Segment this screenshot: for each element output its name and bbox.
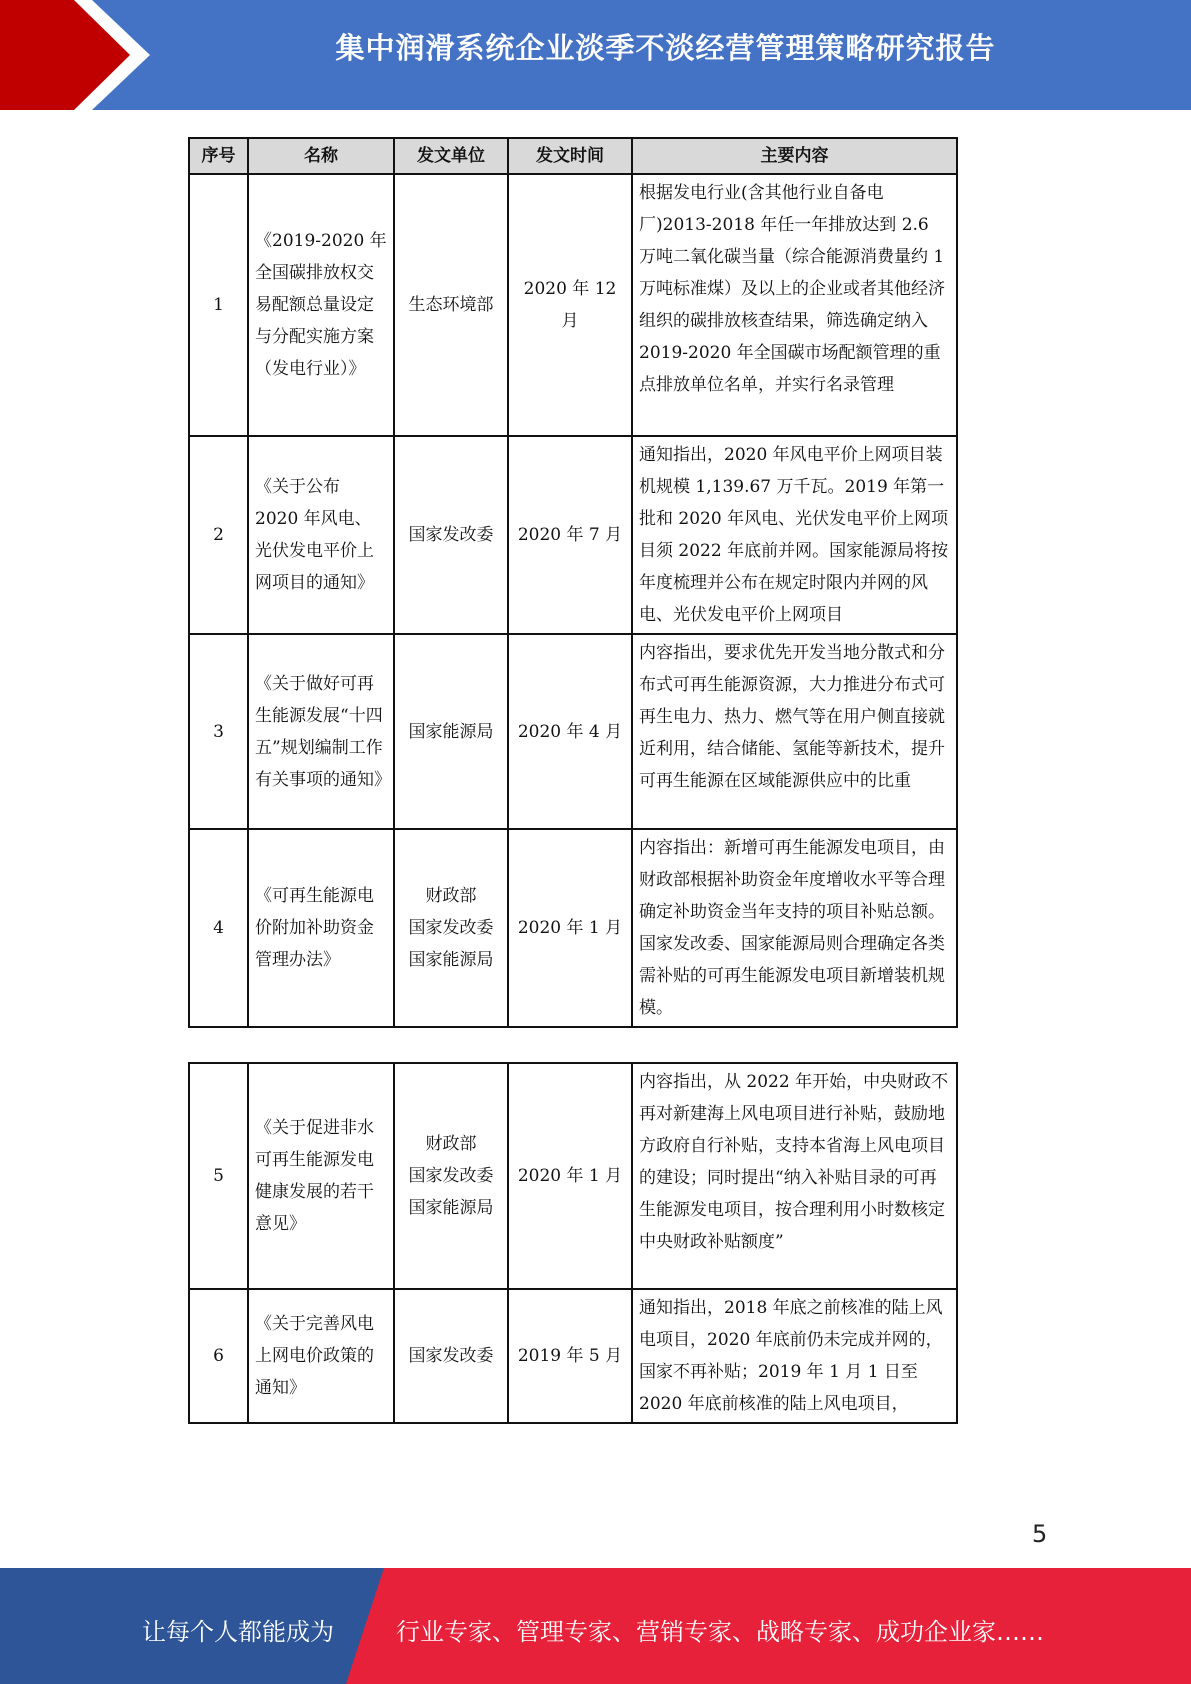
table-header-row (189, 138, 957, 174)
row-date: 2020 年 12 月 (508, 174, 632, 436)
unit-line: 国家发改委 (408, 525, 494, 545)
row-no: 5 (189, 1063, 248, 1289)
row-content: 内容指出，要求优先开发当地分散式和分布式可再生能源资源，大力推进分布式可再生电力、热力、燃气等在用户侧直接就近利用，结合储能、氢能等新技术，提升可再生能源在区域能源供应中的比重 (632, 634, 957, 829)
table-row (189, 634, 957, 829)
header-no: 序号 (189, 138, 248, 174)
unit-line: 国家能源局 (408, 1198, 494, 1218)
unit-line: 国家发改委 (408, 1166, 494, 1186)
row-name: 《关于完善风电上网电价政策的通知》 (248, 1289, 394, 1423)
row-unit (394, 634, 508, 829)
footer-slogan-right: 行业专家、管理专家、营销专家、战略专家、成功企业家…… (396, 1618, 1044, 1646)
header-content: 主要内容 (632, 138, 957, 174)
row-unit (394, 829, 508, 1027)
policy-table-part-1 (188, 137, 958, 1028)
footer-banner (0, 1568, 1191, 1684)
row-name: 《2019-2020 年全国碳排放权交易配额总量设定与分配实施方案（发电行业）》 (248, 174, 394, 436)
header-date: 发文时间 (508, 138, 632, 174)
row-name: 《可再生能源电价附加补助资金管理办法》 (248, 829, 394, 1027)
header-banner (0, 0, 1191, 110)
row-content: 通知指出，2020 年风电平价上网项目装机规模 1,139.67 万千瓦。2019 年第一批和 2020 年风电、光伏发电平价上网项目须 2022 年底前并网。国家能源局将按年度梳理并公布在规定时限内并网的风电、光伏发电平价上网项目 (632, 436, 957, 634)
row-no: 1 (189, 174, 248, 436)
unit-line: 国家发改委 (408, 1346, 494, 1366)
report-title: 集中润滑系统企业淡季不淡经营管理策略研究报告 (335, 31, 996, 65)
row-date: 2020 年 4 月 (508, 634, 632, 829)
unit-line: 国家能源局 (408, 721, 494, 742)
row-no: 3 (189, 634, 248, 829)
header-unit: 发文单位 (394, 138, 508, 174)
row-no: 6 (189, 1289, 248, 1423)
row-content: 内容指出：新增可再生能源发电项目，由财政部根据补助资金年度增收水平等合理确定补助资金当年支持的项目补贴总额。国家发改委、国家能源局则合理确定各类需补贴的可再生能源发电项目新增装机规模。 (632, 829, 957, 1027)
footer-slogan-left: 让每个人都能成为 (142, 1618, 334, 1646)
row-date: 2020 年 1 月 (508, 829, 632, 1027)
row-content: 内容指出，从 2022 年开始，中央财政不再对新建海上风电项目进行补贴，鼓励地方政府自行补贴，支持本省海上风电项目的建设；同时提出“纳入补贴目录的可再生能源发电项目，按合理利用小时数核定中央财政补贴额度” (632, 1063, 957, 1289)
row-unit (394, 174, 508, 436)
row-date: 2019 年 5 月 (508, 1289, 632, 1423)
table-row (189, 1289, 957, 1423)
unit-line: 国家发改委 (408, 918, 494, 938)
unit-line: 国家能源局 (408, 950, 494, 970)
unit-line: 财政部 (425, 886, 477, 906)
header-name: 名称 (248, 138, 394, 174)
table-row (189, 829, 957, 1027)
table-row (189, 436, 957, 634)
row-content: 根据发电行业(含其他行业自备电厂)2013-2018 年任一年排放达到 2.6 万吨二氧化碳当量（综合能源消费量约 1 万吨标准煤）及以上的企业或者其他经济组织的碳排放核查结果，筛选确定纳入 2019-2020 年全国碳市场配额管理的重点排放单位名单，并实行名录管理 (632, 174, 957, 436)
table-row (189, 1063, 957, 1289)
header-chevron-decoration (0, 0, 160, 110)
row-no: 2 (189, 436, 248, 634)
row-unit (394, 436, 508, 634)
row-name: 《关于公布 2020 年风电、光伏发电平价上网项目的通知》 (248, 436, 394, 634)
row-content: 通知指出，2018 年底之前核准的陆上风电项目，2020 年底前仍未完成并网的，国家不再补贴；2019 年 1 月 1 日至 2020 年底前核准的陆上风电项目， (632, 1289, 957, 1423)
row-date: 2020 年 7 月 (508, 436, 632, 634)
row-name: 《关于做好可再生能源发展“十四五”规划编制工作有关事项的通知》 (248, 634, 394, 829)
unit-line: 财政部 (425, 1134, 477, 1154)
table-row (189, 174, 957, 436)
unit-line: 生态环境部 (408, 295, 494, 315)
row-name: 《关于促进非水可再生能源发电健康发展的若干意见》 (248, 1063, 394, 1289)
row-no: 4 (189, 829, 248, 1027)
policy-table-part-2 (188, 1062, 958, 1424)
page-number: 5 (1032, 1520, 1048, 1548)
row-unit (394, 1063, 508, 1289)
row-date: 2020 年 1 月 (508, 1063, 632, 1289)
row-unit (394, 1289, 508, 1423)
